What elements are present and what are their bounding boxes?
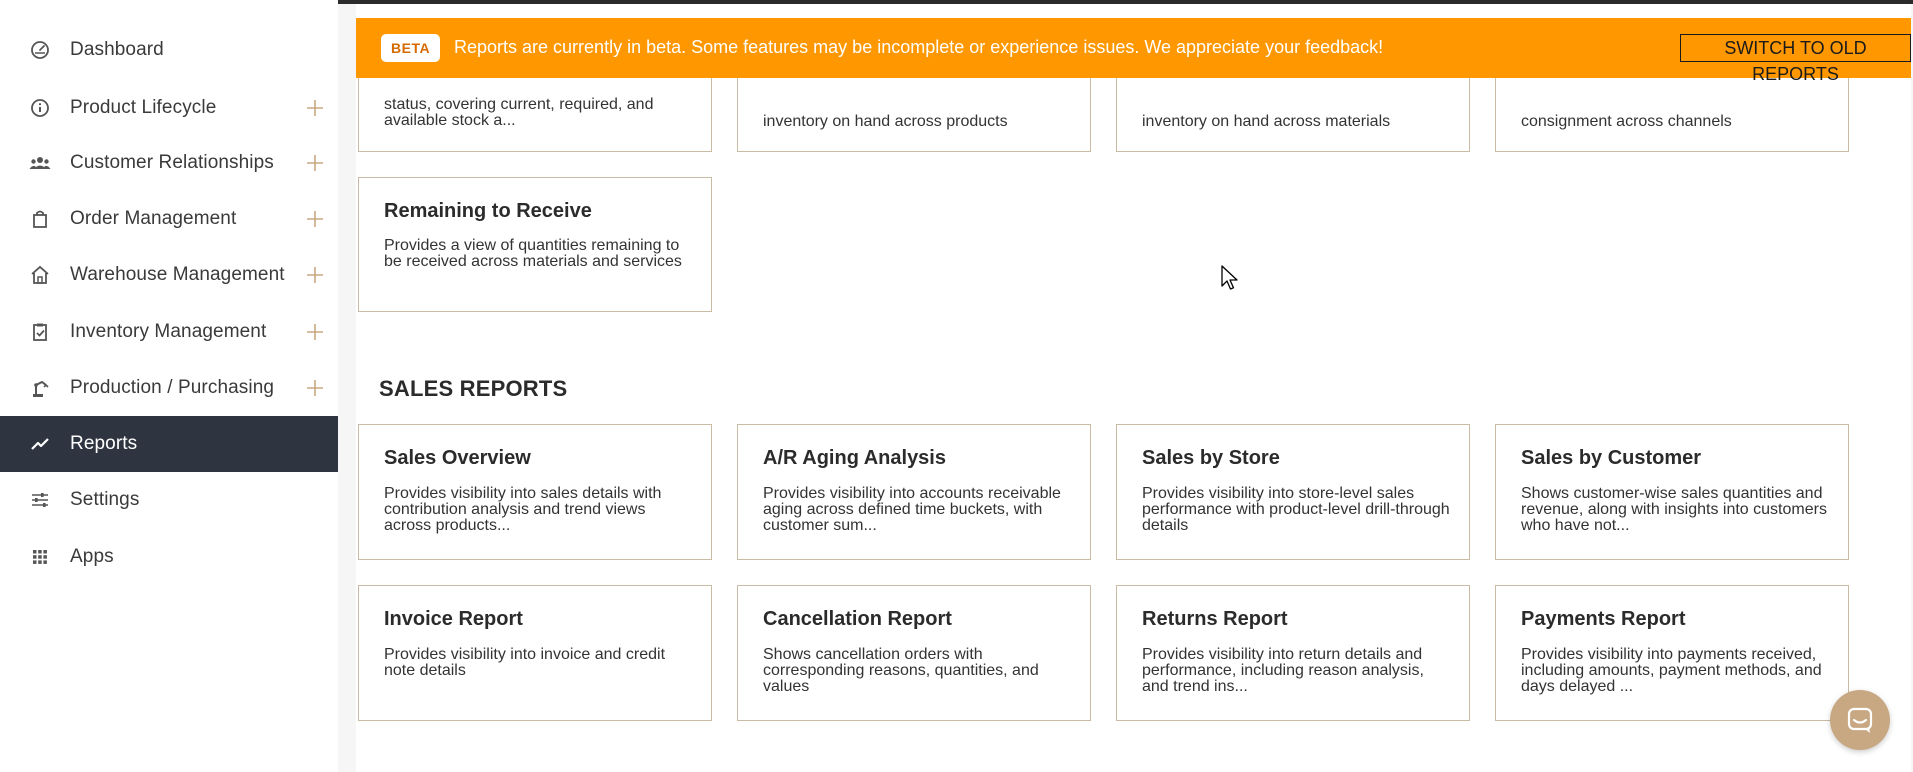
sidebar-item-customer-relationships[interactable] <box>0 135 338 191</box>
card-title: Sales Overview <box>384 447 531 469</box>
card-title: Cancellation Report <box>763 608 952 630</box>
chat-icon <box>1845 705 1875 735</box>
info-icon <box>28 96 52 120</box>
gauge-icon <box>28 38 52 62</box>
beta-badge: BETA <box>381 34 440 62</box>
card-description: inventory on hand across materials <box>1142 113 1391 130</box>
robot-arm-icon <box>28 376 52 400</box>
expand-plus-icon[interactable] <box>303 151 327 175</box>
card-description: consignment across channels <box>1521 113 1732 130</box>
expand-plus-icon[interactable] <box>303 96 327 120</box>
card-title: Sales by Customer <box>1521 447 1702 469</box>
card-title: Remaining to Receive <box>384 200 592 222</box>
card-description: Provides a view of quantities remaining to be received across materials and services <box>384 237 682 270</box>
sidebar-item-label: Production / Purchasing <box>70 377 275 398</box>
trend-icon <box>28 432 52 456</box>
card-description: Provides visibility into accounts receivable aging across defined time buckets, with customer sum... <box>763 485 1061 534</box>
card-title: Returns Report <box>1142 608 1288 630</box>
card-description: Shows cancellation orders with corresponding reasons, quantities, and values <box>763 646 1039 695</box>
sidebar-item-label: Reports <box>70 433 138 454</box>
sidebar-item-label: Apps <box>70 546 114 567</box>
sidebar-item-order-management[interactable] <box>0 191 338 247</box>
sidebar-item-dashboard[interactable] <box>0 22 338 78</box>
card-description: Provides visibility into return details and performance, including reason analysis, and trend ins... <box>1142 646 1424 695</box>
sidebar-item-label: Warehouse Management <box>70 264 285 285</box>
beta-banner <box>356 18 1911 84</box>
users-icon <box>28 151 52 175</box>
report-card-sales-by-store[interactable] <box>1116 424 1470 560</box>
report-card-returns-report[interactable] <box>1116 585 1470 721</box>
sidebar-item-settings[interactable] <box>0 472 338 528</box>
bag-icon <box>28 207 52 231</box>
switch-to-old-reports-button[interactable]: SWITCH TO OLD REPORTS <box>1680 34 1911 62</box>
chat-support-button[interactable] <box>1830 690 1890 750</box>
report-card-ar-aging-analysis[interactable] <box>737 424 1091 560</box>
report-card-payments-report[interactable] <box>1495 585 1849 721</box>
grid-icon <box>28 545 52 569</box>
sidebar-item-product-lifecycle[interactable] <box>0 80 338 136</box>
main-area <box>338 0 1913 772</box>
card-title: A/R Aging Analysis <box>763 447 946 469</box>
mouse-cursor-icon <box>1221 265 1239 293</box>
card-title: Payments Report <box>1521 608 1686 630</box>
report-card-sales-by-customer[interactable] <box>1495 424 1849 560</box>
sidebar-item-label: Product Lifecycle <box>70 97 217 118</box>
sidebar-item-label: Dashboard <box>70 39 164 60</box>
warehouse-icon <box>28 263 52 287</box>
card-description: Shows customer-wise sales quantities and revenue, along with insights into customers who have not... <box>1521 485 1827 534</box>
reports-content <box>356 4 1911 772</box>
sidebar-item-apps[interactable] <box>0 529 338 585</box>
sidebar-item-warehouse-management[interactable] <box>0 247 338 303</box>
card-title: Sales by Store <box>1142 447 1280 469</box>
section-title-sales-reports: SALES REPORTS <box>379 376 568 401</box>
card-title: Invoice Report <box>384 608 523 630</box>
sidebar-item-reports[interactable] <box>0 416 338 472</box>
report-card-sales-overview[interactable] <box>358 424 712 560</box>
sidebar <box>0 0 339 772</box>
sliders-icon <box>28 488 52 512</box>
card-description: Provides visibility into sales details with contribution analysis and trend views across products... <box>384 485 662 534</box>
report-card-remaining-to-receive[interactable] <box>358 177 712 312</box>
report-card-invoice-report[interactable] <box>358 585 712 721</box>
banner-message: Reports are currently in beta. Some features may be incomplete or experience issues. We appreciate your feedback! <box>454 37 1384 57</box>
clipboard-check-icon <box>28 320 52 344</box>
expand-plus-icon[interactable] <box>303 320 327 344</box>
sidebar-item-label: Settings <box>70 489 140 510</box>
report-card-cancellation-report[interactable] <box>737 585 1091 721</box>
card-description: Provides visibility into payments received, including amounts, payment methods, and days delayed ... <box>1521 646 1822 695</box>
sidebar-item-label: Inventory Management <box>70 321 267 342</box>
expand-plus-icon[interactable] <box>303 207 327 231</box>
sidebar-item-label: Order Management <box>70 208 237 229</box>
card-description: status, covering current, required, and available stock a... <box>384 96 654 129</box>
sidebar-item-label: Customer Relationships <box>70 152 274 173</box>
card-description: Provides visibility into invoice and credit note details <box>384 646 666 679</box>
sidebar-item-production-purchasing[interactable] <box>0 360 338 416</box>
expand-plus-icon[interactable] <box>303 263 327 287</box>
expand-plus-icon[interactable] <box>303 376 327 400</box>
card-description: Provides visibility into store-level sales performance with product-level drill-through details <box>1142 485 1450 534</box>
card-description: inventory on hand across products <box>763 113 1008 130</box>
sidebar-item-inventory-management[interactable] <box>0 304 338 360</box>
